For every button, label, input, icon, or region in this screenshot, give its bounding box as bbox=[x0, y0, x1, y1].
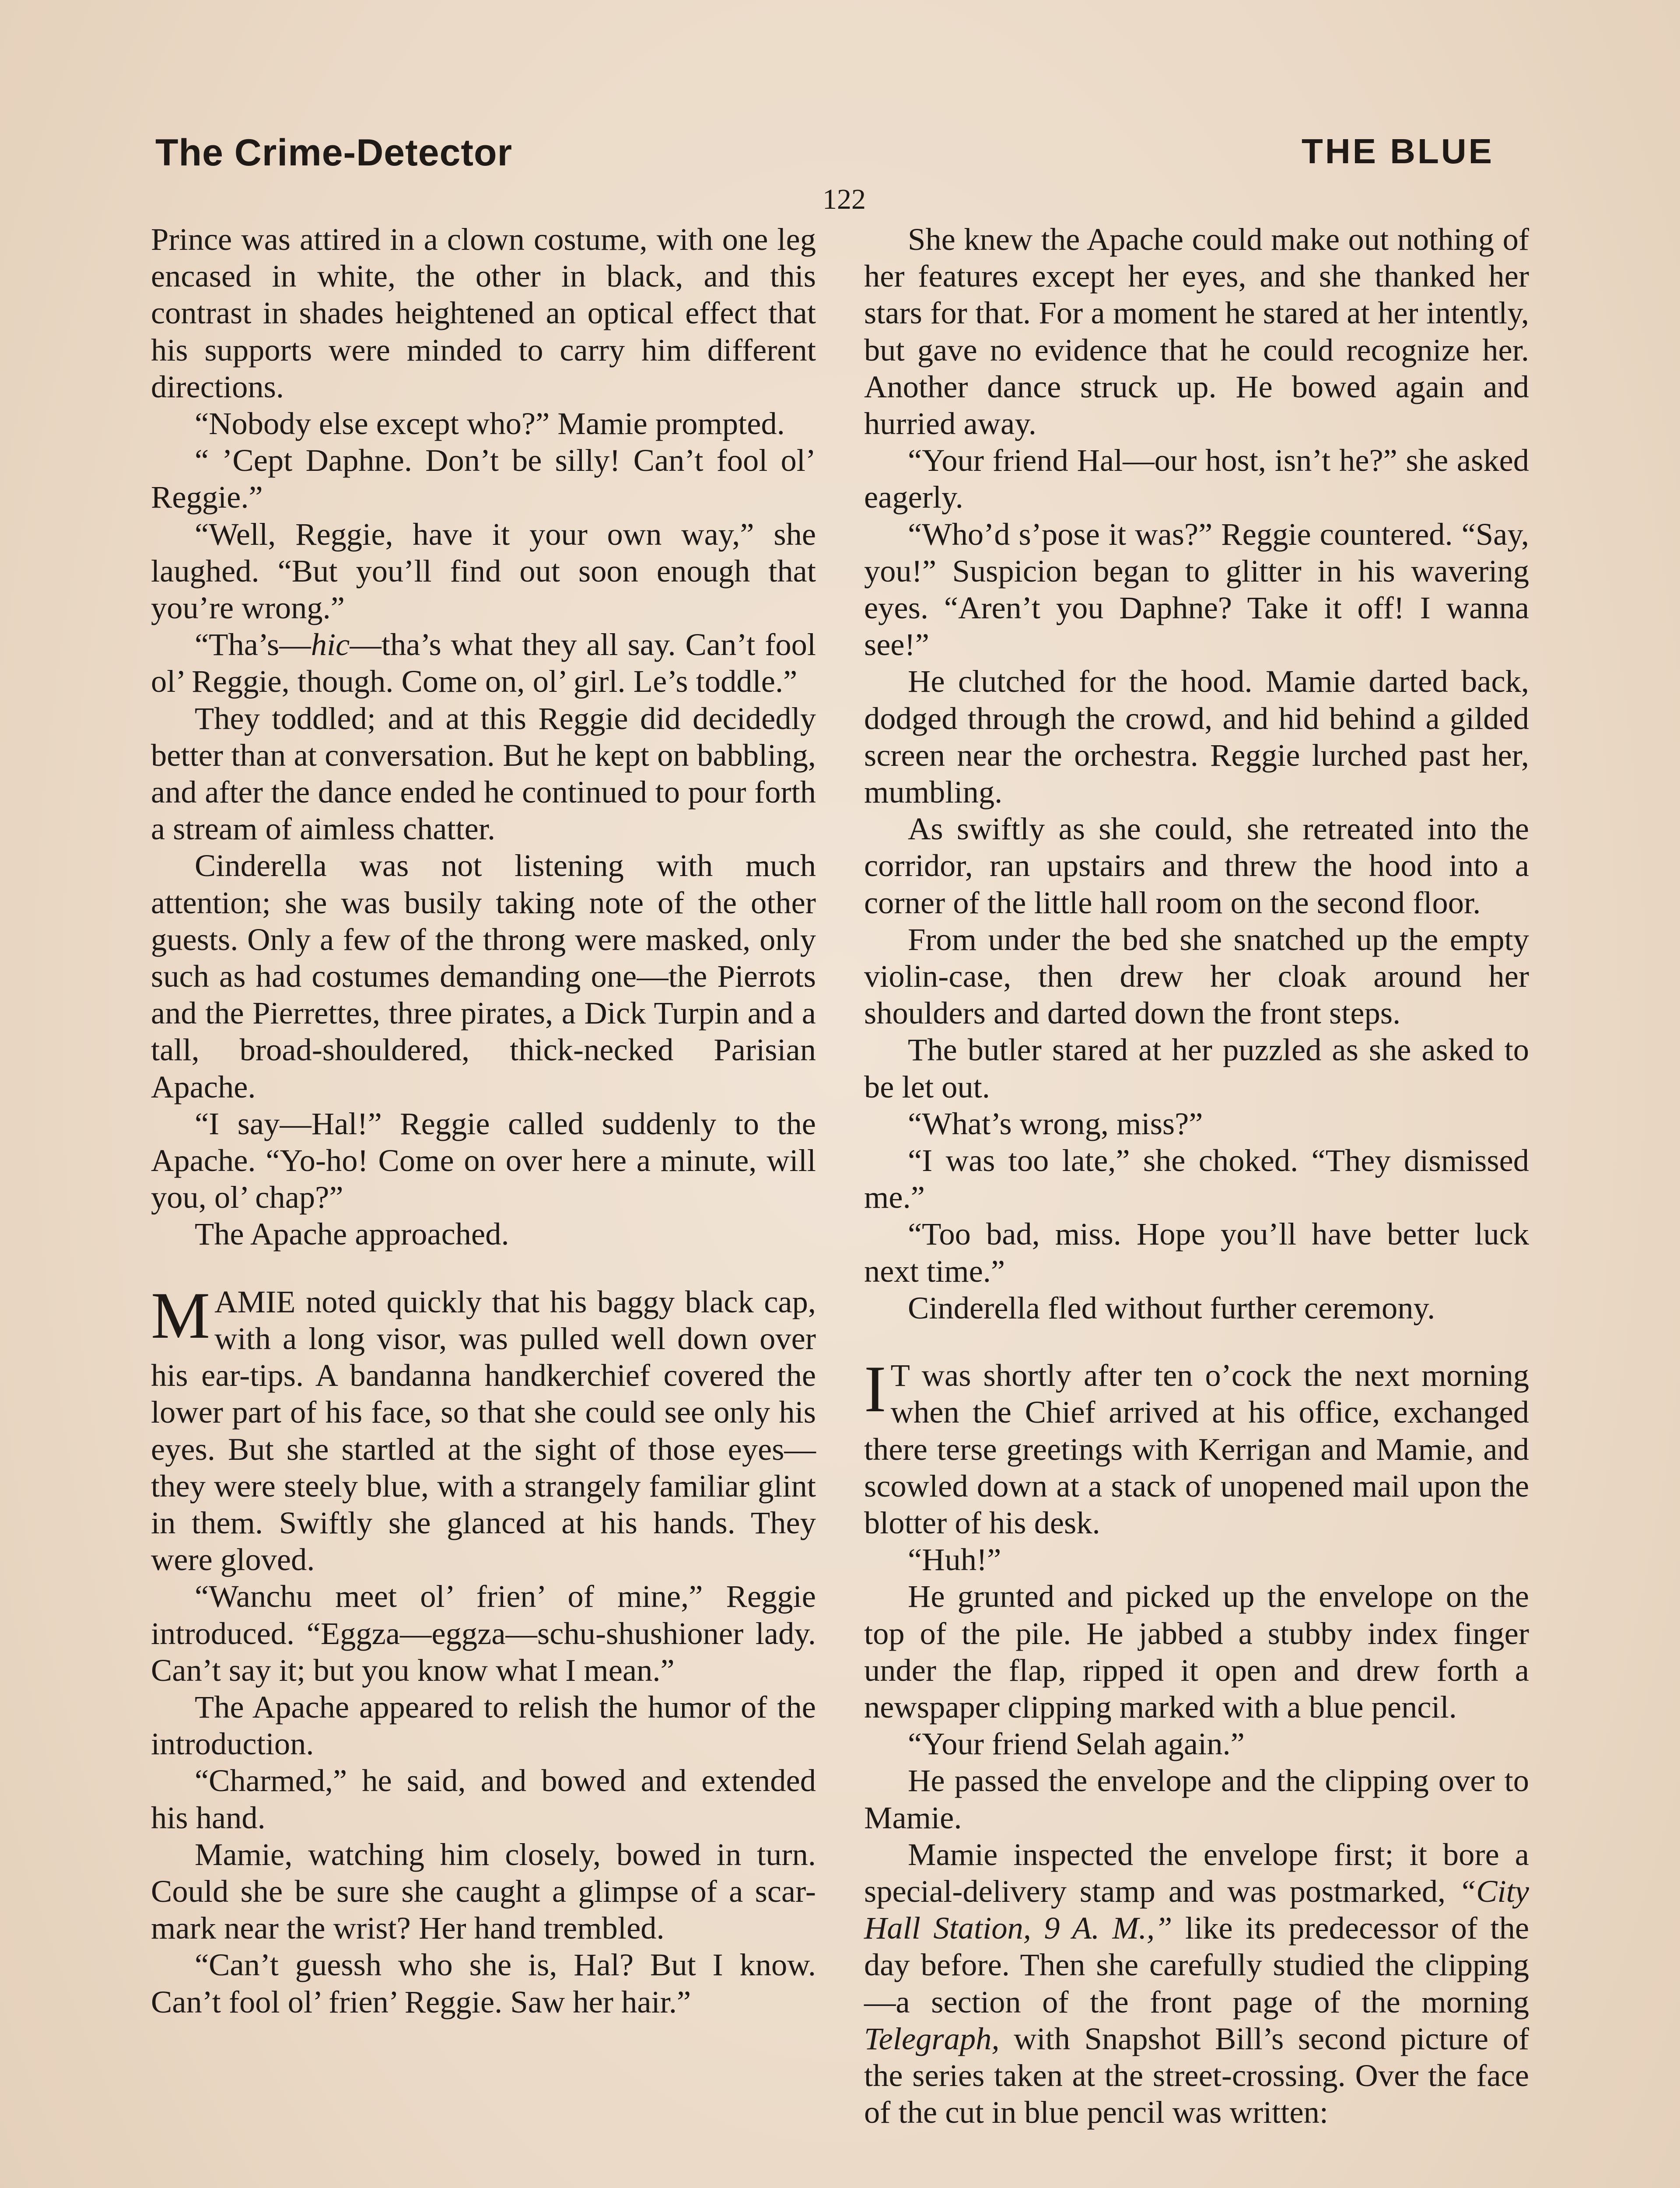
paragraph: “Charmed,” he said, and bowed and extended his hand. bbox=[151, 1763, 816, 1835]
text-run: “Tha’s— bbox=[195, 627, 311, 663]
left-column bbox=[151, 221, 816, 2020]
paragraph: The butler stared at her puzzled as she asked to be let out. bbox=[864, 1032, 1529, 1105]
paragraph: Cinderella fled without further ceremony. bbox=[908, 1290, 1435, 1325]
paragraph: “Your friend Selah again.” bbox=[908, 1726, 1245, 1762]
running-head-right: THE BLUE bbox=[1302, 132, 1494, 171]
paragraph: They toddled; and at this Reggie did decidedly better than at conversation. But he kept on babbling, and after the dance ended he continued to pour forth a stream of aimless chatter. bbox=[151, 700, 816, 847]
paragraph: The Apache approached. bbox=[195, 1216, 509, 1252]
section-opening-paragraph bbox=[151, 1278, 816, 1578]
running-head-left: The Crime-Detector bbox=[155, 132, 513, 174]
paragraph: “ ’Cept Daphne. Don’t be silly! Can’t fool ol’ Reggie.” bbox=[151, 442, 816, 515]
paragraph: Prince was attired in a clown costume, with one leg encased in white, the other in black, and this contrast in shades heightened an optical effect that his supports were minded to carry him different directions. bbox=[151, 221, 816, 404]
paragraph: Cinderella was not listening with much attention; she was busily taking note of the other guests. Only a few of the throng were masked, only such as had costumes demanding one—the Pierrots and the Pierrettes, three pirates, a Dick Turpin and a tall, broad-shouldered, thick-necked Parisian Apache. bbox=[151, 848, 816, 1105]
paragraph bbox=[151, 626, 816, 700]
paragraph: “I say—Hal!” Reggie called suddenly to the Apache. “Yo-ho! Come on over here a minute, will you, ol’ chap?” bbox=[151, 1105, 816, 1215]
italic-run: Telegraph, bbox=[864, 2020, 1000, 2056]
paragraph: He grunted and picked up the envelope on the top of the pile. He jabbed a stubby index finger under the flap, ripped it open and drew forth a newspaper clipping marked with a blue pencil. bbox=[864, 1578, 1529, 1725]
page-number: 122 bbox=[822, 183, 866, 215]
paragraph: “Can’t guessh who she is, Hal? But I know. Can’t fool ol’ frien’ Reggie. Saw her hair.” bbox=[151, 1947, 816, 2020]
drop-cap: M bbox=[151, 1278, 210, 1352]
paragraph: “Your friend Hal—our host, isn’t he?” she asked eagerly. bbox=[864, 442, 1529, 515]
paragraph: “Too bad, miss. Hope you’ll have better luck next time.” bbox=[864, 1216, 1529, 1289]
paragraph: “Who’d s’pose it was?” Reggie countered. “Say, you!” Suspicion began to glitter in his wavering eyes. “Aren’t you Daphne? Take it off! I wanna see!” bbox=[864, 516, 1529, 663]
text-run: AMIE noted quickly that his baggy black cap, with a long visor, was pulled well down over his ear-tips. A bandanna handkerchief covered the lower part of his face, so that she could see only his eyes. But she startled at the sight of those eyes—they were steely blue, with a strangely familiar glint in them. Swiftly she glanced at his hands. They were gloved. bbox=[151, 1283, 816, 1578]
text-run: T was shortly after ten o’cock the next morning when the Chief arrived at his office, exchanged there terse greetings with Kerrigan and Mamie, and scowled down at a stack of unopened mail upon the blotter of his desk. bbox=[864, 1357, 1529, 1540]
paragraph: “Huh!” bbox=[908, 1542, 1001, 1578]
paragraph: Mamie, watching him closely, bowed in turn. Could she be sure she caught a glimpse of a scar-mark near the wrist? Her hand trembled. bbox=[151, 1836, 816, 1946]
text-run: Mamie inspected the envelope first; it bore a special-delivery stamp and was postmarked, bbox=[864, 1836, 1529, 1909]
paragraph: “Well, Reggie, have it your own way,” she laughed. “But you’ll find out soon enough that you’re wrong.” bbox=[151, 516, 816, 626]
paragraph: As swiftly as she could, she retreated into the corridor, ran upstairs and threw the hood into a corner of the little hall room on the second floor. bbox=[864, 811, 1529, 920]
section-opening-paragraph bbox=[864, 1352, 1529, 1541]
italic-run: “City Hall Station, 9 A. M.,” bbox=[864, 1873, 1529, 1946]
paragraph: “Nobody else except who?” Mamie prompted. bbox=[195, 406, 785, 442]
paragraph: She knew the Apache could make out nothing of her features except her eyes, and she thanked her stars for that. For a moment he stared at her intently, but gave no evidence that he could recognize her. Another dance struck up. He bowed again and hurried away. bbox=[864, 221, 1529, 442]
italic-run: hic bbox=[311, 627, 350, 663]
right-column bbox=[864, 221, 1529, 2131]
paragraph: He clutched for the hood. Mamie darted back, dodged through the crowd, and hid behind a gilded screen near the orchestra. Reggie lurched past her, mumbling. bbox=[864, 663, 1529, 810]
paragraph: “I was too late,” she choked. “They dismissed me.” bbox=[864, 1143, 1529, 1215]
text-run: with Snapshot Bill’s second picture of the series taken at the street-crossing. Over the face of the cut in blue pencil was written: bbox=[864, 2020, 1529, 2130]
paragraph: “What’s wrong, miss?” bbox=[908, 1105, 1203, 1141]
drop-cap: I bbox=[864, 1352, 886, 1426]
paragraph: From under the bed she snatched up the empty violin-case, then drew her cloak around her shoulders and darted down the front steps. bbox=[864, 921, 1529, 1031]
paragraph: “Wanchu meet ol’ frien’ of mine,” Reggie introduced. “Eggza—eggza—schu-shushioner lady. Can’t say it; but you know what I mean.” bbox=[151, 1578, 816, 1688]
paragraph bbox=[864, 1836, 1529, 2131]
text-run: —tha’s what they all say. Can’t fool ol’ Reggie, though. Come on, ol’ girl. Le’s toddle.” bbox=[151, 627, 816, 699]
paragraph: He passed the envelope and the clipping over to Mamie. bbox=[864, 1763, 1529, 1835]
paragraph: The Apache appeared to relish the humor of the introduction. bbox=[151, 1689, 816, 1762]
text-run: like its predecessor of the day before. Then she carefully studied the clipping—a section of the front page of the morning bbox=[864, 1910, 1529, 2020]
